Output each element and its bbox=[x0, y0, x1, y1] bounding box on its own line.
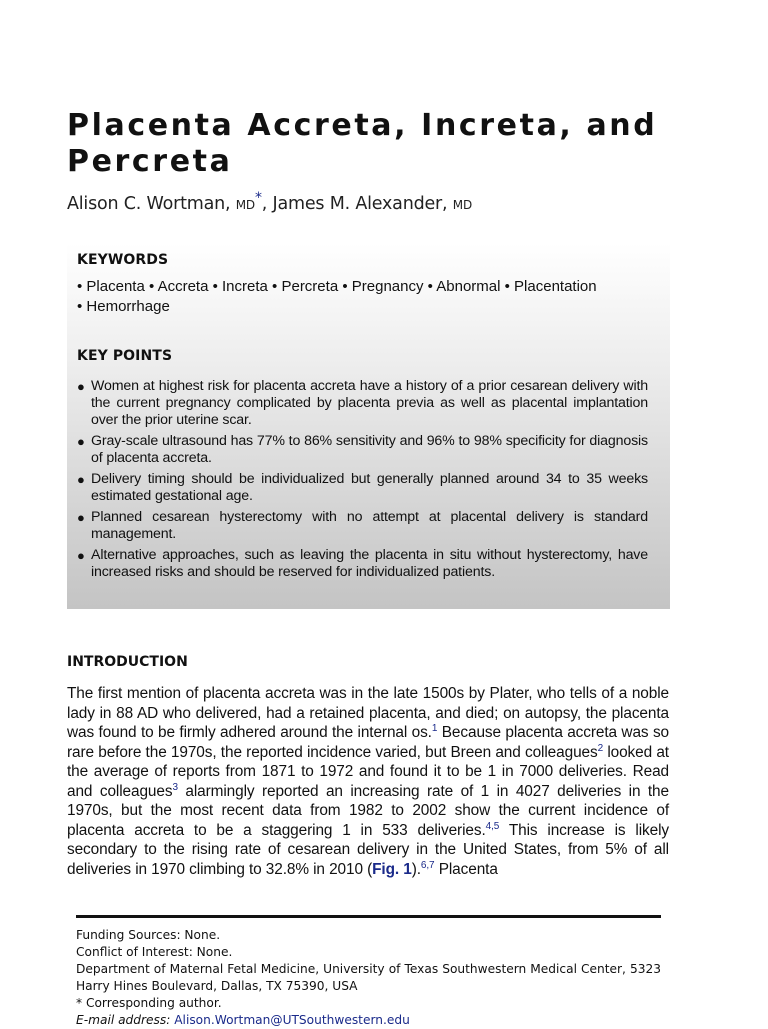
citation-link[interactable]: 6,7 bbox=[420, 859, 435, 871]
figure-link[interactable]: Fig. 1 bbox=[372, 860, 412, 878]
bullet-icon: ● bbox=[77, 548, 85, 563]
introduction-paragraph: The first mention of placenta accreta was in the late 1500s by Plater, who tells of a noble lady in 88 AD who delivered, had a retained placenta, and died; on autopsy, the placenta was found to be firmly adhered around the internal os.$^1$ Because placenta accreta was so rare before the 1970s, the reported incidence varied, but Breen and colleagues$^2$ looked at the average of reports from 1871 to 1972 and found it to be 1 in 7000 deliveries. Read and colleagues$^3$ alarmingly reported an increasing rate of 1 in 4027 deliveries in the 1970s, but the most recent data from 1982 to 2002 show the current incidence of placenta accreta to be a staggering 1 in 533 deliveries.$^{4,5}$ This increase is likely secondary to the rising rate of cesarean delivery in the United States, from 5% of all deliveries in 1970 climbing to 32.8% in 2010 (Fig. 1).$^{6,7}$ Placenta bbox=[67, 685, 670, 878]
author-name: James M. Alexander, bbox=[272, 194, 448, 214]
author-name: Alison C. Wortman, bbox=[67, 194, 231, 214]
keyword: Pregnancy bbox=[351, 278, 424, 295]
article-title: Placenta Accreta, Increta, and Percreta bbox=[67, 108, 658, 180]
bullet-icon: ● bbox=[77, 510, 85, 525]
keyword: Accreta bbox=[157, 278, 209, 295]
keywords-heading: KEYWORDS bbox=[77, 252, 169, 268]
corresponding-author-mark[interactable]: * bbox=[254, 190, 262, 207]
keywords-list: • Placenta • Accreta • Increta • Percreta • Pregnancy • Abnormal • Placentation • Hemorrhage bbox=[77, 278, 597, 315]
citation-link[interactable]: 1 bbox=[431, 722, 438, 734]
key-point-item: ● Delivery timing should be individualized but generally planned around 34 to 35 weeks estimated gestational age. bbox=[77, 471, 648, 504]
keyword: Placentation bbox=[514, 278, 597, 295]
key-point-item: ● Women at highest risk for placenta accreta have a history of a prior cesarean delivery with the current pregnancy complicated by placenta previa as well as placental implantation over the prior uterine scar. bbox=[77, 378, 648, 428]
citation-link[interactable]: 4,5 bbox=[485, 820, 500, 832]
conflict-note: Conflict of Interest: None. bbox=[76, 945, 233, 959]
key-point-item: ● Alternative approaches, such as leaving the placenta in situ without hysterectomy, have increased risks and should be reserved for individualized patients. bbox=[77, 547, 648, 580]
author-degree: MD bbox=[235, 198, 255, 212]
keywords-keypoints-box bbox=[67, 243, 670, 609]
author-line: Alison C. Wortman, MD*, James M. Alexander, MD bbox=[67, 190, 472, 214]
email-line bbox=[76, 1012, 661, 1029]
author-degree: MD bbox=[452, 198, 472, 212]
key-points-list bbox=[77, 378, 648, 585]
keyword: Hemorrhage bbox=[86, 297, 170, 315]
introduction-heading: INTRODUCTION bbox=[67, 654, 188, 670]
key-points-heading: KEY POINTS bbox=[77, 348, 173, 364]
bullet-icon: ● bbox=[77, 434, 85, 449]
bullet-icon: ● bbox=[77, 379, 85, 394]
keyword: Abnormal bbox=[436, 278, 501, 295]
affiliation-note: Department of Maternal Fetal Medicine, University of Texas Southwestern Medical Center, 5323 Harry Hines Boulevard, Dallas, TX 75390, USA bbox=[76, 962, 661, 993]
footnote-divider bbox=[76, 915, 661, 918]
funding-note: Funding Sources: None. bbox=[76, 928, 221, 942]
citation-link[interactable]: 3 bbox=[172, 781, 178, 793]
key-point-item: ● Gray-scale ultrasound has 77% to 86% sensitivity and 96% to 98% specificity for diagnosis of placenta accreta. bbox=[77, 433, 648, 466]
citation-link[interactable]: 2 bbox=[597, 742, 604, 754]
keyword: Percreta bbox=[281, 278, 339, 295]
keyword: Increta bbox=[222, 278, 268, 295]
bullet-icon: ● bbox=[77, 472, 85, 487]
email-link[interactable]: Alison.Wortman@UTSouthwestern.edu bbox=[174, 1013, 410, 1027]
key-point-item: ● Planned cesarean hysterectomy with no attempt at placental delivery is standard management. bbox=[77, 509, 648, 542]
email-label: E-mail address: bbox=[76, 1013, 171, 1027]
corresponding-note: * Corresponding author. bbox=[76, 996, 222, 1010]
keyword: Placenta bbox=[86, 278, 145, 295]
footnotes bbox=[76, 927, 661, 1029]
